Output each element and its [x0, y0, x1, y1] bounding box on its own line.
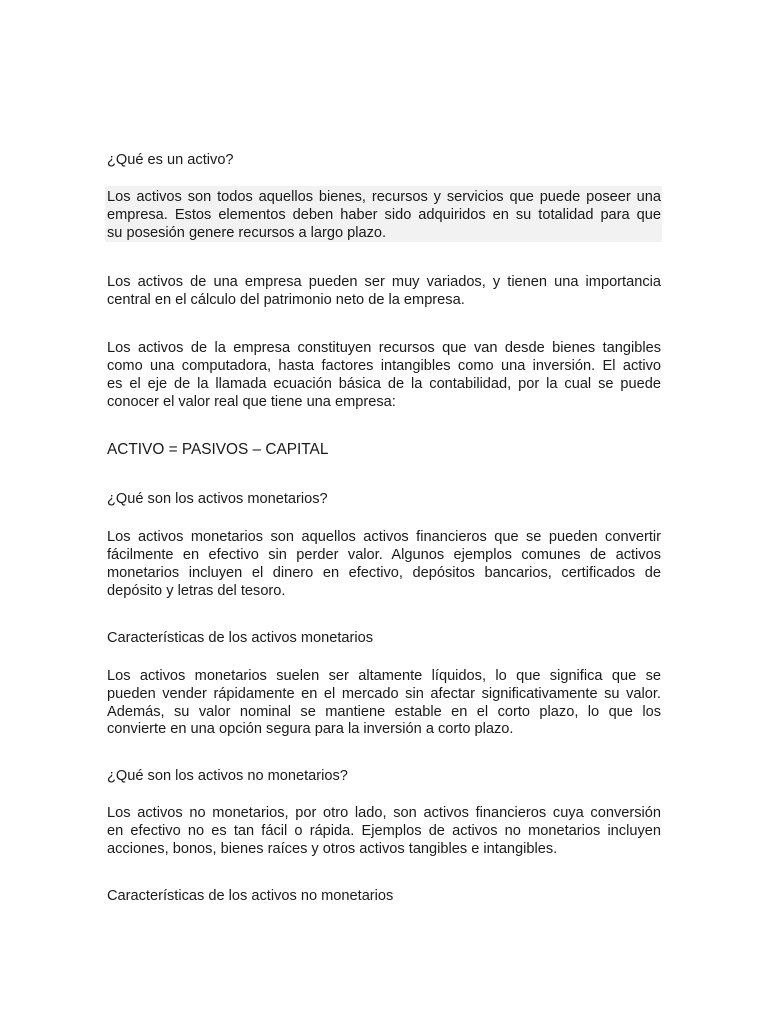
paragraph-definition-line-2: empresa. Estos elementos deben haber sido adquiridos en su totalidad para que — [107, 207, 661, 223]
paragraph-resources-line-3: es el eje de la llamada ecuación básica de la contabilidad, por la cual se puede — [107, 376, 661, 392]
paragraph-variety-line-1: Los activos de una empresa pueden ser muy variados, y tienen una importancia — [107, 274, 661, 290]
paragraph-liquidity-line-2: pueden vender rápidamente en el mercado sin afectar significativamente su valor. — [107, 686, 661, 702]
paragraph-non-monetary-line-2: en efectivo no es tan fácil o rápida. Ejemplos de activos no monetarios incluyen — [107, 823, 661, 839]
heading-monetary-characteristics: Características de los activos monetarios — [107, 630, 374, 646]
paragraph-definition-line-3: su posesión genere recursos a largo plazo. — [107, 225, 387, 241]
paragraph-resources-line-1: Los activos de la empresa constituyen recursos que van desde bienes tangibles — [107, 340, 661, 356]
paragraph-non-monetary-line-1: Los activos no monetarios, por otro lado, son activos financieros cuya conversión — [107, 805, 661, 821]
paragraph-variety-line-2: central en el cálculo del patrimonio neto de la empresa. — [107, 292, 465, 308]
paragraph-non-monetary-line-3: acciones, bonos, bienes raíces y otros activos tangibles e intangibles. — [107, 841, 558, 857]
paragraph-monetary-line-4: depósito y letras del tesoro. — [107, 583, 286, 599]
question-non-monetary-assets: ¿Qué son los activos no monetarios? — [107, 768, 348, 784]
accounting-equation: ACTIVO = PASIVOS – CAPITAL — [107, 441, 329, 458]
heading-non-monetary-characteristics: Características de los activos no monetarios — [107, 888, 394, 904]
paragraph-resources-line-2: como una computadora, hasta factores intangibles como una inversión. El activo — [107, 358, 661, 374]
paragraph-definition-line-1: Los activos son todos aquellos bienes, recursos y servicios que puede poseer una — [107, 189, 661, 205]
paragraph-monetary-line-2: fácilmente en efectivo sin perder valor. Algunos ejemplos comunes de activos — [107, 547, 661, 563]
question-what-is-asset: ¿Qué es un activo? — [107, 152, 234, 168]
paragraph-resources-line-4: conocer el valor real que tiene una empresa: — [107, 394, 396, 410]
paragraph-liquidity-line-4: convierte en una opción segura para la inversión a corto plazo. — [107, 721, 514, 737]
paragraph-liquidity-line-1: Los activos monetarios suelen ser altamente líquidos, lo que significa que se — [107, 668, 661, 684]
paragraph-liquidity-line-3: Además, su valor nominal se mantiene estable en el corto plazo, lo que los — [107, 704, 661, 720]
paragraph-monetary-line-1: Los activos monetarios son aquellos activos financieros que se pueden convertir — [107, 529, 661, 545]
paragraph-monetary-line-3: monetarios incluyen el dinero en efectivo, depósitos bancarios, certificados de — [107, 565, 661, 581]
question-monetary-assets: ¿Qué son los activos monetarios? — [107, 491, 328, 507]
